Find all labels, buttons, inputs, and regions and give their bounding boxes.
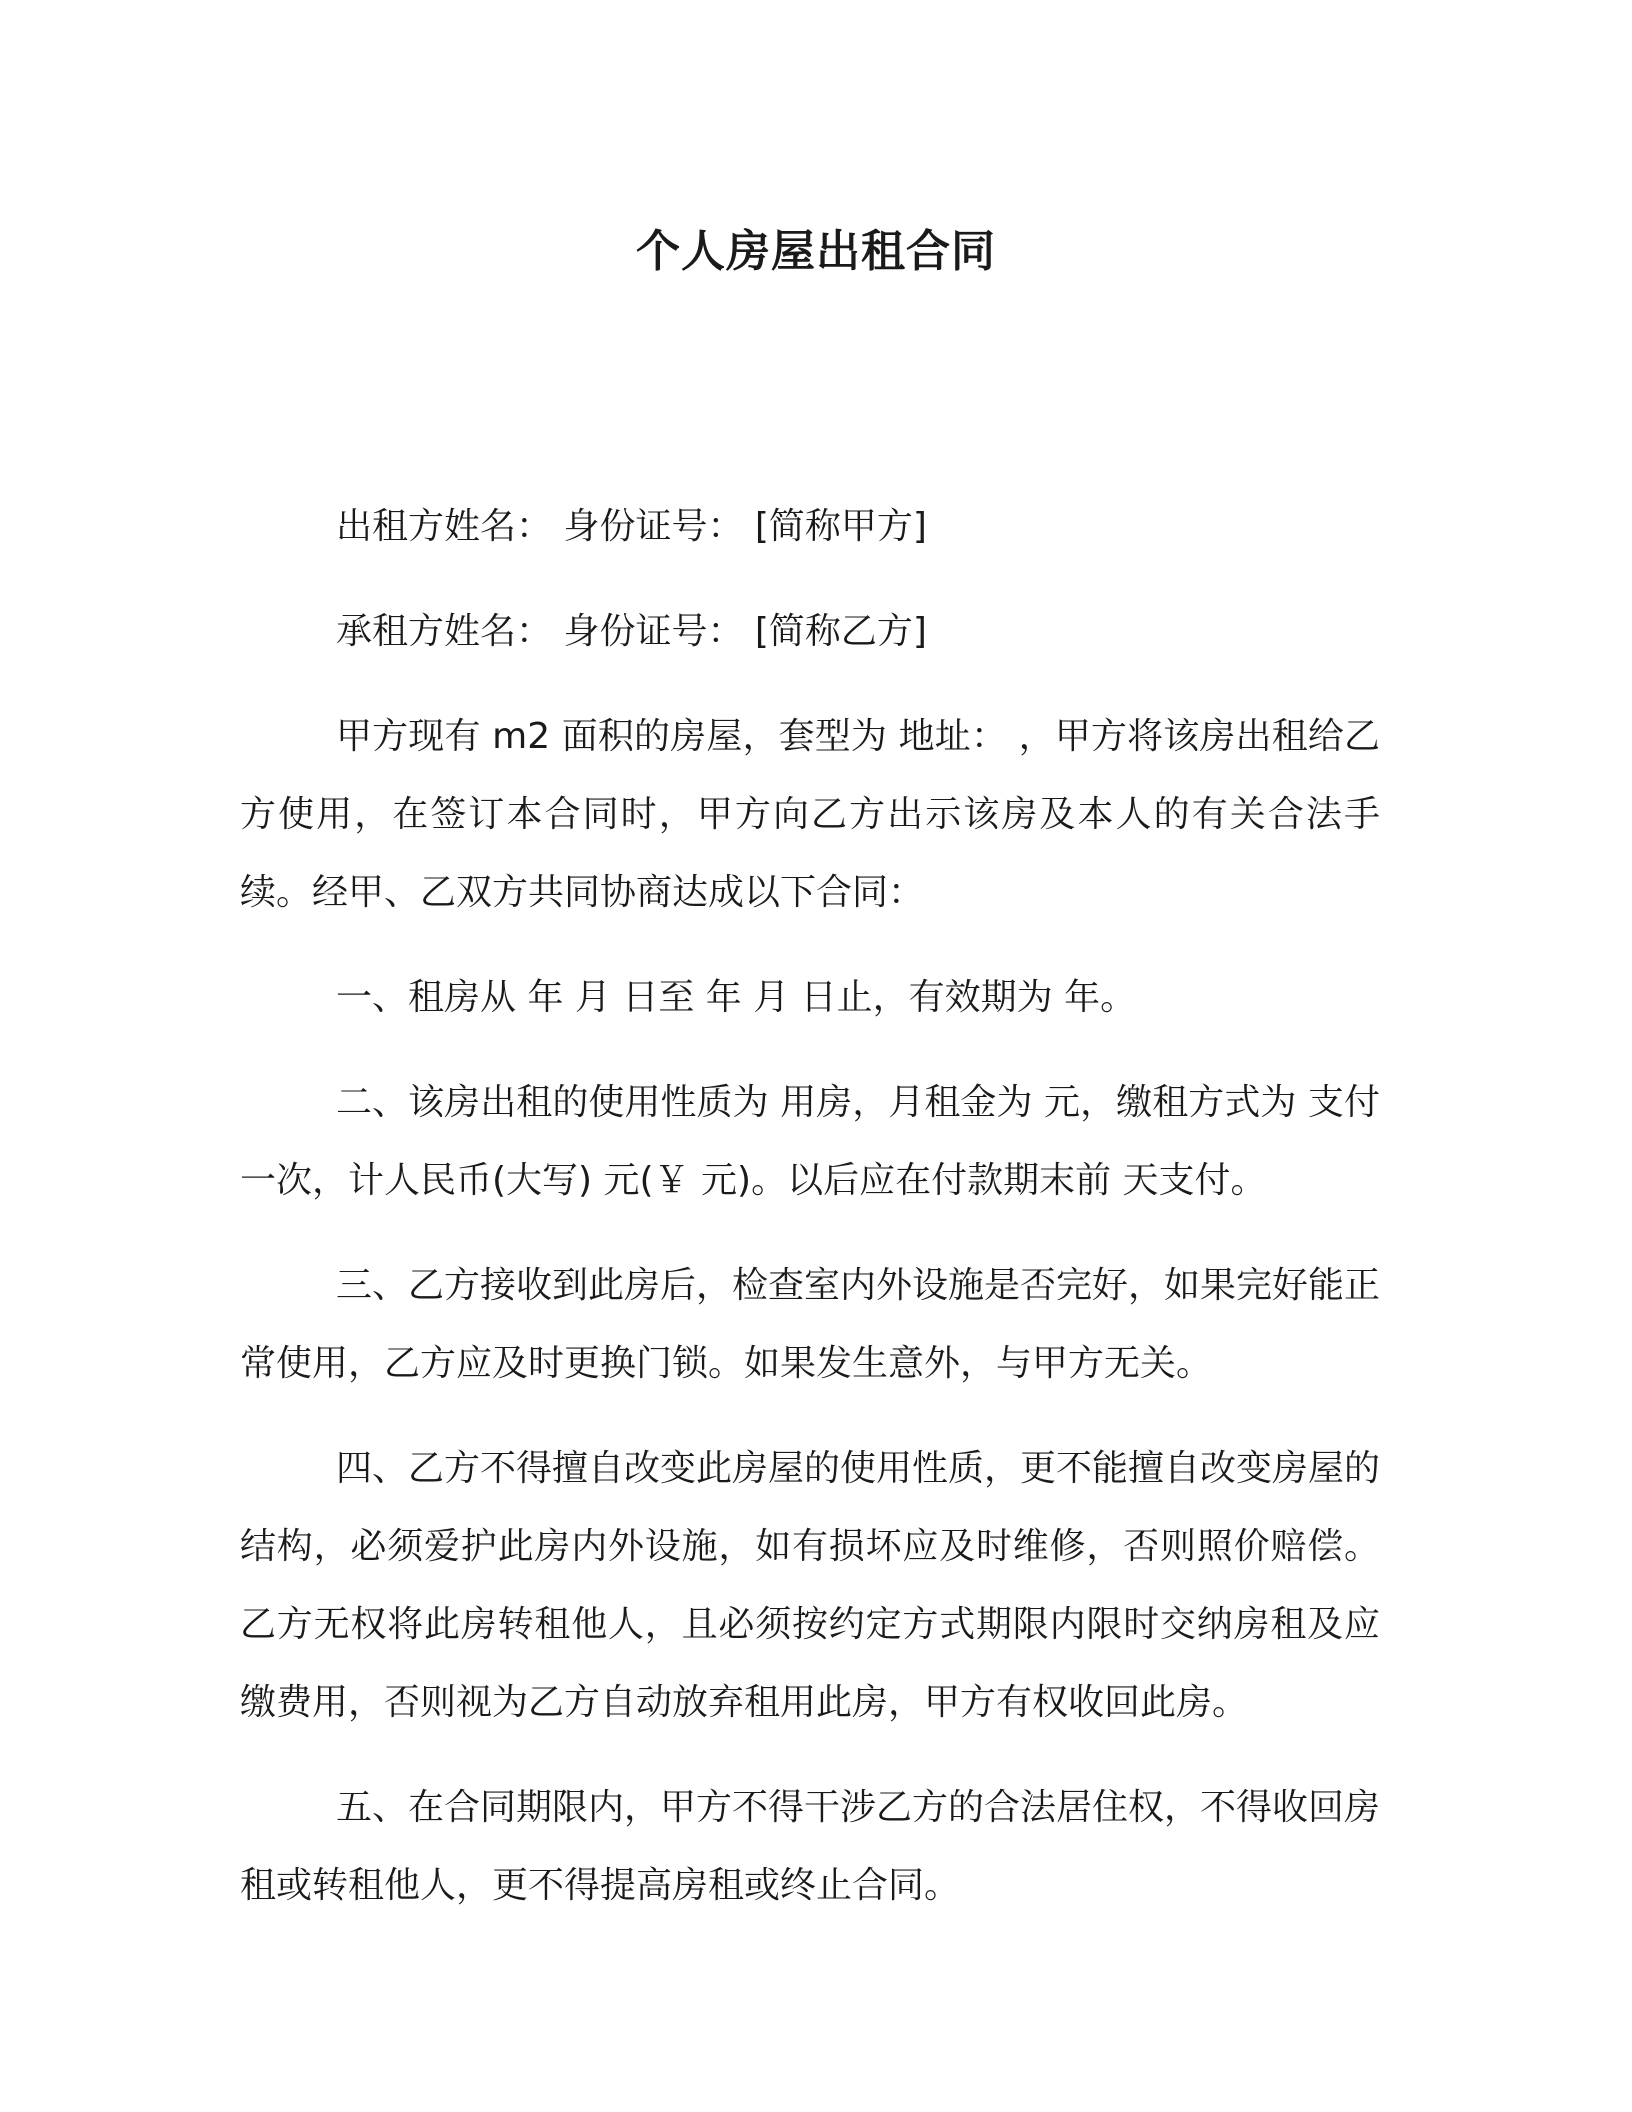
clause-5: 五、在合同期限内，甲方不得干涉乙方的合法居住权，不得收回房租或转租他人，更不得提高房租或终止合同。 [240, 1787, 1381, 1906]
document-title: 个人房屋出租合同 [636, 226, 996, 277]
clause-4: 四、乙方不得擅自改变此房屋的使用性质，更不能擅自改变房屋的结构，必须爱护此房内外设施，如有损坏应及时维修，否则照价赔偿。乙方无权将此房转租他人，且必须按约定方式期限内限时交纳房租及应缴费用，否则视为乙方自动放弃租用此房，甲方有权收回此房。 [240, 1448, 1381, 1723]
intro-paragraph: 甲方现有 m2 面积的房屋，套型为 地址： ，甲方将该房出租给乙方使用，在签订本合同时，甲方向乙方出示该房及本人的有关合法手续。经甲、乙双方共同协商达成以下合同： [240, 716, 1380, 913]
lessor-line: 出租方姓名： 身份证号： [简称甲方] [336, 506, 927, 547]
clause-1: 一、租房从 年 月 日至 年 月 日止，有效期为 年。 [336, 977, 1137, 1018]
clause-3: 三、乙方接收到此房后，检查室内外设施是否完好，如果完好能正常使用，乙方应及时更换门锁。如果发生意外，与甲方无关。 [240, 1265, 1381, 1384]
clause-2: 二、该房出租的使用性质为 用房，月租金为 元，缴租方式为 支付一次，计人民币(大写) 元(￥ 元)。以后应在付款期末前 天支付。 [240, 1082, 1380, 1201]
lessee-line: 承租方姓名： 身份证号： [简称乙方] [336, 611, 927, 652]
document-body [240, 488, 1380, 1952]
